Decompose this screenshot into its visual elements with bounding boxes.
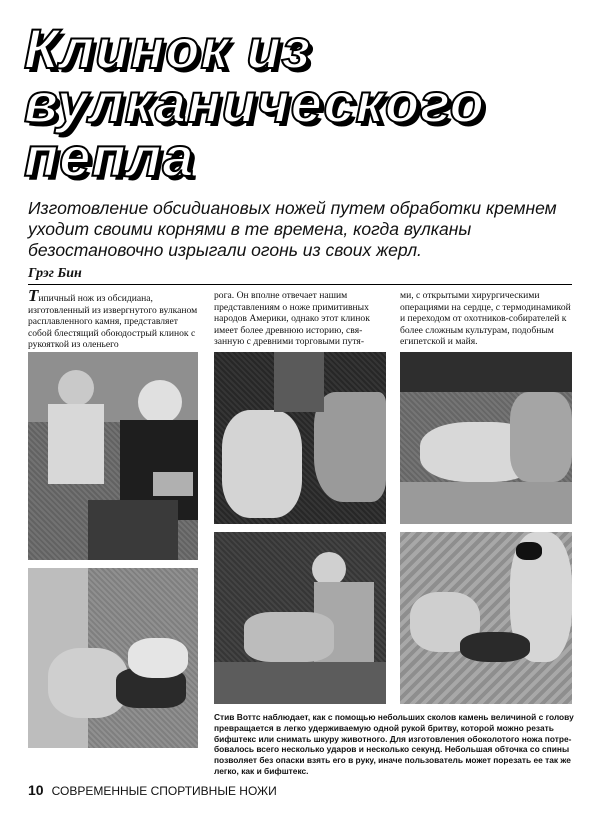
body-column-1-text: ипичный нож из обсидиана, изготовленный из извергнутого вулканом расплавленного камня, представляет собой блестящий обоюдострый клинок с рукояткой из оленьего xyxy=(28,293,198,350)
body-column-2: рога. Он вполне отвечает нашим представлениям о ноже примитивных народов Америки, однако этот клинок имеет более древнюю историю, связанную с древними торговыми путя- xyxy=(214,290,370,347)
body-column-1 xyxy=(28,286,200,351)
author-byline: Грэг Бин xyxy=(28,266,82,281)
photo-hands-holding-blade xyxy=(28,568,198,748)
photo-boy-and-man xyxy=(28,352,198,560)
title-line-1: Клинок из xyxy=(24,17,312,80)
article-lede: Изготовление обсидиановых ножей путем обработки кремнем уходит своими корнями в те времена, когда вулканы безостановочно изрыгали огонь из своих жерл. xyxy=(28,198,557,260)
photo-hand-on-rock xyxy=(214,352,386,524)
drop-cap: Т xyxy=(28,286,39,305)
article-title xyxy=(24,17,584,188)
title-line-2: вулканического xyxy=(24,71,485,134)
page-footer xyxy=(28,782,277,798)
body-column-3: ми, с открытыми хирургическими операциями на сердце, с термодинамикой и переходом от охотников-собирателей к более сложным культурам, подобным египетской и майя. xyxy=(400,290,571,347)
photo-hands-with-watch xyxy=(400,532,572,704)
photo-gloved-hand-chip xyxy=(400,352,572,524)
page-number: 10 xyxy=(28,782,44,798)
photo-kneeling-man xyxy=(214,532,386,704)
title-line-3: пепла xyxy=(24,125,195,188)
photo-caption: Стив Воттс наблюдает, как с помощью небольших сколов камень величиной с голову превращается в легко удерживаемую одной рукой бритву, которой можно резать бифштекс или снимать шкуру животного. Для изготовления обоколотого ножа потребовалось всего несколько ударов и несколько секунд. Небольшая обточка со спины позволяет без опаски взять его в руку, иначе пользователь может порезать ее так же легко, как и бифштекс. xyxy=(214,712,574,776)
byline-rule xyxy=(28,284,572,285)
magazine-name: СОВРЕМЕННЫЕ СПОРТИВНЫЕ НОЖИ xyxy=(51,784,277,798)
